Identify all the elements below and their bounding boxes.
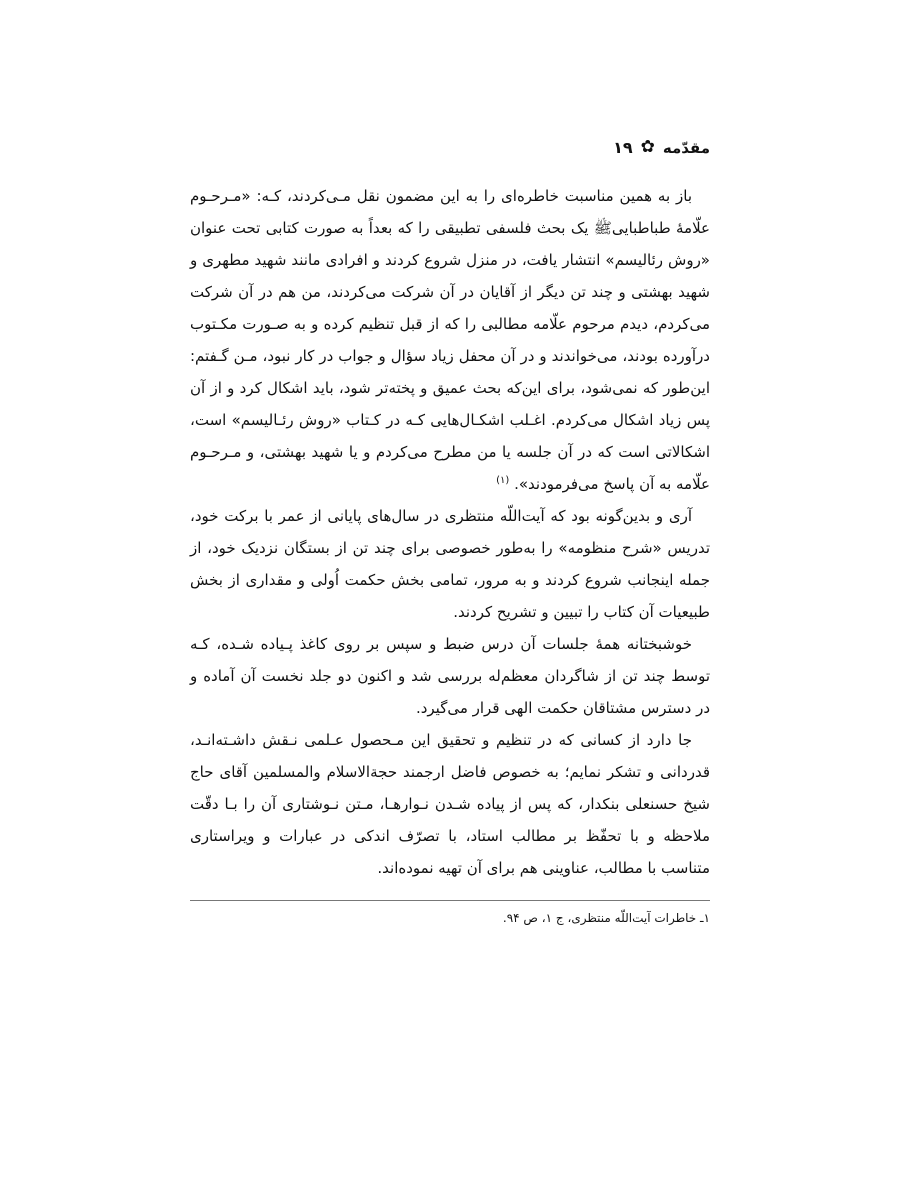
paragraph-4: جا دارد از کسانی که در تنظیم و تحقیق این مـحصول عـلمی نـقش داشـته‌انـد، قدردانی و تشکر نمایم؛ به خصوص فاضل ارجمند حجةالاسلام والمسلمین آقای حاج شیخ حسنعلی بنکدار، که پس از پیاده شـدن نـوارهـا، مـتن نـوشتاری آن را بـا دقّت ملاحظه و با تحفّظ بر مطالب استاد، با تصرّف اندکی در عبارات و ویراستاری متناسب با مطالب، عناوینی هم برای آن تهیه نموده‌اند. (190, 731, 710, 877)
footnote-reference: (۱) (496, 475, 510, 486)
main-text (190, 180, 710, 884)
paragraph-3: خوشبختانه همهٔ جلسات آن درس ضبط و سپس بر روی کاغذ پـیاده شـده، کـه توسط چند تن از شاگردان معظم‌له بررسی شد و اکنون دو جلد نخست آن آماده و در دسترس مشتاقان حکمت الهی قرار می‌گیرد. (190, 635, 710, 717)
flower-ornament-icon: ✿ (640, 137, 655, 157)
footnote-divider (190, 900, 710, 901)
paragraph-2: آری و بدین‌گونه بود که آیت‌اللّه منتظری در سال‌های پایانی از عمر با برکت خود، تدریس «شرح منظومه» را به‌طور خصوصی برای چند تن از بستگان نزدیک خود، از جمله اینجانب شروع کردند و به مرور، تمامی بخش حکمت اُولی و مقداری از بخش طبیعیات آن کتاب را تبیین و تشریح کردند. (190, 507, 710, 621)
running-header (613, 138, 710, 157)
paragraph-1-text: باز به همین مناسبت خاطره‌ای را به این مضمون نقل مـی‌کردند، کـه: «مـرحـوم علّامهٔ طباطبایی‌ﷺ یک بحث فلسفی تطبیقی را که بعداً به صورت کتابی تحت عنوان «روش رئالیسم» انتشار یافت، در منزل شروع کردند و افرادی مانند شهید مطهری و شهید بهشتی و چند تن دیگر از آقایان در آن شرکت می‌کردند، من هم در آن شرکت می‌کردم، دیدم مرحوم علّامه مطالبی را که از قبل تنظیم کرده و به صـورت مکـتوب درآورده بودند، می‌خواندند و در آن محفل زیاد سؤال و جواب در کار نبود، مـن گـفتم: این‌طور که نمی‌شود، برای این‌که بحث عمیق و پخته‌تر شود، باید اشکال کرد و از آن پس زیاد اشکال می‌کردم. اغـلب اشکـال‌هایی کـه در کـتاب «روش رئـالیسم» است، اشکالاتی است که در آن جلسه یا من مطرح می‌کردم و یا شهید بهشتی، و مـرحـوم علّامه به آن پاسخ می‌فرمودند». (190, 187, 710, 493)
chapter-title: مقدّمه (662, 138, 710, 157)
footnote: ۱ـ خاطرات آیت‌اللّه منتظری، ج ۱، ص ۹۴. (502, 911, 710, 925)
paragraph-1 (190, 180, 710, 500)
page-number: ۱۹ (613, 138, 633, 157)
